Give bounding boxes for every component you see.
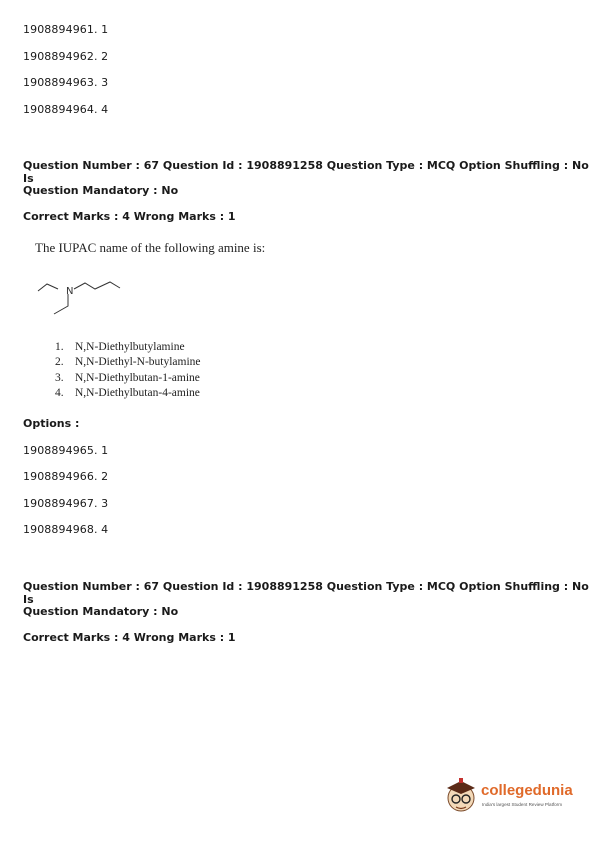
question-marks: Correct Marks : 4 Wrong Marks : 1 [23,631,236,644]
answer-choice [55,340,201,355]
choice-number: 4. [55,386,64,399]
molecule-structure [30,272,140,322]
option-id-2: 1908894966. 2 [23,470,109,483]
answer-choice [55,386,201,401]
question-mandatory: Question Mandatory : No [23,605,179,618]
choice-text: N,N-Diethylbutan-1-amine [75,371,200,384]
option-id-4: 1908894964. 4 [23,103,109,116]
option-id-3: 1908894967. 3 [23,497,109,510]
choice-number: 3. [55,371,64,384]
mascot-icon [444,778,480,820]
collegedunia-logo [444,776,580,820]
options-label: Options : [23,417,80,430]
question-text: The IUPAC name of the following amine is: [35,240,266,255]
question-mandatory: Question Mandatory : No [23,184,179,197]
option-id-3: 1908894963. 3 [23,76,109,89]
question-header: Question Number : 67 Question Id : 1908891258 Question Type : MCQ Option Shuffling : No Is [23,580,589,606]
nitrogen-atom-label: N [66,286,74,297]
question-marks: Correct Marks : 4 Wrong Marks : 1 [23,210,236,223]
choice-text: N,N-Diethyl-N-butylamine [75,356,201,369]
choice-number: 1. [55,341,64,353]
answer-choices [55,340,201,401]
question-header: Question Number : 67 Question Id : 1908891258 Question Type : MCQ Option Shuffling : No Is [23,159,589,185]
choice-text: N,N-Diethylbutylamine [75,341,185,353]
option-id-1: 1908894961. 1 [23,23,109,36]
answer-choice [55,355,201,370]
logo-tagline: India's largest Student Review Platform [482,802,563,807]
choice-text: N,N-Diethylbutan-4-amine [75,386,200,399]
option-id-1: 1908894965. 1 [23,444,109,457]
option-id-4: 1908894968. 4 [23,523,109,536]
logo-wordmark: collegedunia [481,782,573,799]
answer-choice [55,371,201,386]
choice-number: 2. [55,356,64,369]
option-id-2: 1908894962. 2 [23,50,109,63]
